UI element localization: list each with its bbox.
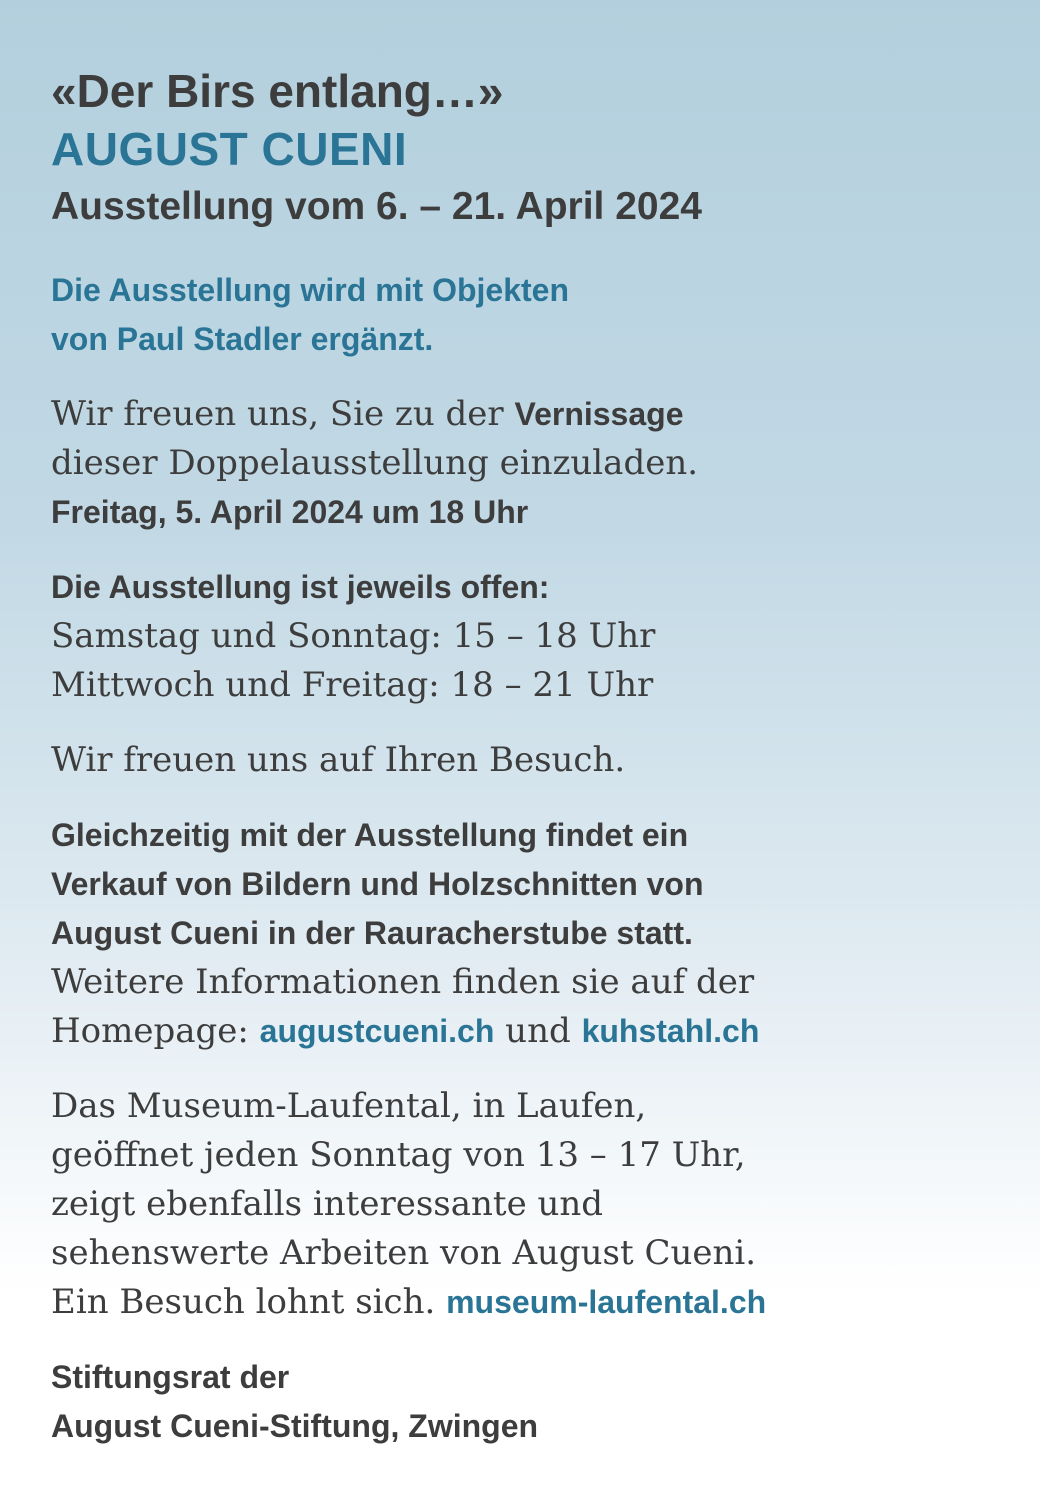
sale-line-2: Verkauf von Bildern und Holzschnitten von [51,866,704,902]
homepage-prefix: Homepage: [51,1011,260,1051]
supplement-note [51,266,1001,364]
sale-info-line: Weitere Informationen finden sie auf der [51,962,755,1002]
invitation-text: Wir freuen uns, Sie zu der [51,394,515,434]
vernissage-label: Vernissage [514,396,684,432]
exhibition-title: «Der Birs entlang…» [51,65,504,117]
link-kuhstahl[interactable]: kuhstahl.ch [581,1013,760,1049]
supplement-line-1: Die Ausstellung wird mit Objekten [51,272,569,308]
artist-name: AUGUST CUENI [51,123,408,175]
opening-hours [51,563,1001,710]
signature-line-1: Stiftungsrat der [51,1359,290,1395]
opening-hours-weekend: Samstag und Sonntag: 15 – 18 Uhr [51,616,656,656]
link-augustcueni[interactable]: augustcueni.ch [259,1013,495,1049]
signature-block [51,1353,1001,1451]
supplement-line-2: von Paul Stadler ergänzt. [51,321,434,357]
invitation-line-2: dieser Doppelausstellung einzuladen. [51,443,699,483]
museum-visit-text: Ein Besuch lohnt sich. [51,1282,447,1322]
welcome-text: Wir freuen uns auf Ihren Besuch. [51,740,626,780]
vernissage-date: Freitag, 5. April 2024 um 18 Uhr [51,494,529,530]
signature-line-2: August Cueni-Stiftung, Zwingen [51,1408,539,1444]
sale-block [51,811,1001,1056]
invitation-block [51,390,1001,537]
museum-line-2: geöffnet jeden Sonntag von 13 – 17 Uhr, [51,1135,746,1175]
opening-hours-heading: Die Ausstellung ist jeweils offen: [51,569,550,605]
museum-block [51,1082,1001,1327]
link-museum-laufental[interactable]: museum-laufental.ch [446,1284,767,1320]
sale-line-3: August Cueni in der Rauracherstube statt. [51,915,693,951]
museum-line-4: sehenswerte Arbeiten von August Cueni. [51,1233,757,1273]
homepage-line [51,1007,1001,1056]
opening-hours-weekday: Mittwoch und Freitag: 18 – 21 Uhr [51,665,654,705]
museum-line-3: zeigt ebenfalls interessante und [51,1184,604,1224]
museum-line-1: Das Museum-Laufental, in Laufen, [51,1086,647,1126]
exhibition-dates: Ausstellung vom 6. – 21. April 2024 [51,185,702,228]
museum-line-5 [51,1278,1001,1327]
invitation-content [51,62,1001,1451]
sale-line-1: Gleichzeitig mit der Ausstellung findet ein [51,817,689,853]
homepage-connector: und [494,1011,582,1051]
